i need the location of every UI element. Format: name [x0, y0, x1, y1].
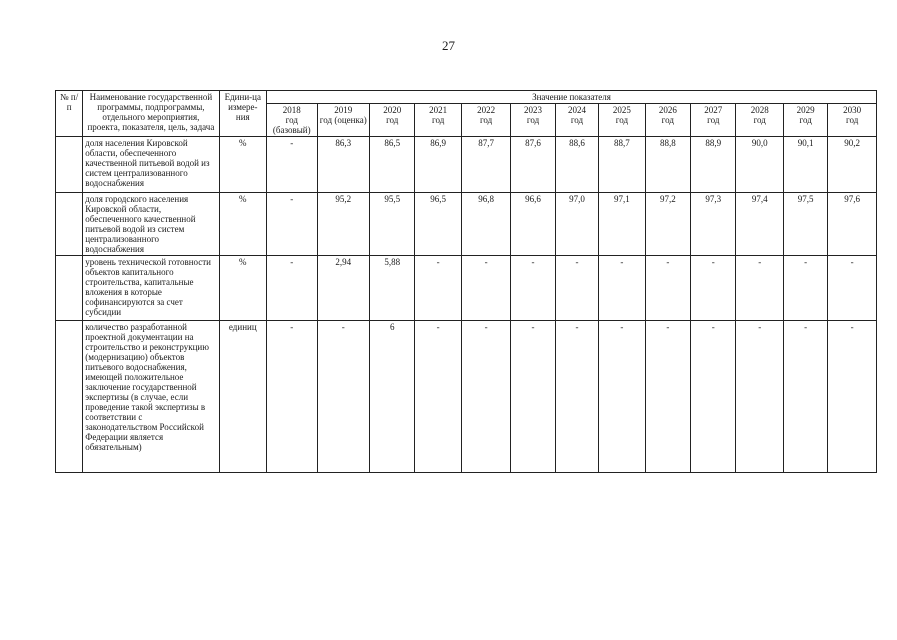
indicator-value-2027: 88,9 — [691, 137, 736, 193]
indicator-value-2025: 97,1 — [599, 193, 645, 256]
indicator-value-2028: - — [736, 321, 783, 473]
indicator-value-2024: - — [555, 321, 598, 473]
year-label: 2018 — [282, 105, 301, 115]
indicator-unit: % — [219, 193, 266, 256]
indicator-value-2020: 86,5 — [370, 137, 415, 193]
year-note: год — [615, 115, 629, 125]
header-year-2022 — [461, 104, 510, 137]
header-year-2024 — [555, 104, 598, 137]
indicator-value-2020: 95,5 — [370, 193, 415, 256]
year-note: год (оценка) — [319, 115, 367, 125]
year-note: год — [753, 115, 766, 125]
indicator-value-2022: - — [461, 256, 510, 321]
header-year-2027 — [691, 104, 736, 137]
indicator-value-2030: 90,2 — [828, 137, 877, 193]
header-row-1 — [56, 91, 877, 104]
year-note: год — [479, 115, 493, 125]
year-note: год — [799, 115, 812, 125]
year-note: год — [846, 115, 859, 125]
indicator-value-2027: - — [691, 321, 736, 473]
year-note: год — [707, 115, 720, 125]
row-number — [56, 137, 83, 193]
table-row — [56, 193, 877, 256]
header-year-2019 — [317, 104, 370, 137]
header-year-2028 — [736, 104, 783, 137]
table-row — [56, 256, 877, 321]
indicator-value-2026: 97,2 — [645, 193, 690, 256]
indicator-value-2022: - — [461, 321, 510, 473]
year-label: 2022 — [477, 105, 496, 115]
indicator-value-2018: - — [267, 193, 317, 256]
row-number — [56, 193, 83, 256]
indicator-value-2025: - — [599, 256, 645, 321]
indicator-value-2029: 90,1 — [783, 137, 827, 193]
indicator-value-2019: - — [317, 321, 370, 473]
year-label: 2020 — [383, 105, 402, 115]
indicator-value-2023: 96,6 — [511, 193, 555, 256]
year-label: 2029 — [796, 105, 815, 115]
year-label: 2025 — [612, 105, 631, 115]
header-values: Значение показателя — [267, 91, 877, 104]
header-name: Наименование государственной программы, подпрограммы, отдельного мероприятия, проекта, показателя, цель, задача — [83, 91, 219, 137]
indicator-value-2018: - — [267, 137, 317, 193]
indicator-name: количество разработанной проектной документации на строительство и реконструкцию (модернизацию) объектов питьевого водоснабжения, имеющей положительное заключение государственной экспертизы (в случае, если проведение такой экспертизы в соответствии с законодательством Российской Федерации является обязательным) — [83, 321, 219, 473]
indicator-value-2018: - — [267, 256, 317, 321]
table-body — [56, 137, 877, 473]
header-year-2026 — [645, 104, 690, 137]
indicator-value-2029: - — [783, 321, 827, 473]
indicator-value-2026: - — [645, 256, 690, 321]
indicator-unit: % — [219, 137, 266, 193]
indicator-value-2029: 97,5 — [783, 193, 827, 256]
table-row — [56, 137, 877, 193]
header-year-2023 — [511, 104, 555, 137]
year-note: год — [386, 115, 399, 125]
header-year-2029 — [783, 104, 827, 137]
indicator-value-2024: 88,6 — [555, 137, 598, 193]
header-year-2025 — [599, 104, 645, 137]
year-label: 2026 — [658, 105, 677, 115]
indicator-name: доля городского населения Кировской области, обеспеченного качественной питьевой водой из систем централизованного водоснабжения — [83, 193, 219, 256]
row-number — [56, 321, 83, 473]
indicator-value-2021: 96,5 — [415, 193, 461, 256]
indicator-value-2030: - — [828, 321, 877, 473]
year-label: 2027 — [704, 105, 723, 115]
indicator-value-2021: 86,9 — [415, 137, 461, 193]
indicator-value-2027: 97,3 — [691, 193, 736, 256]
indicator-value-2023: - — [511, 256, 555, 321]
year-note: год — [570, 115, 584, 125]
indicator-value-2019: 86,3 — [317, 137, 370, 193]
table-row — [56, 321, 877, 473]
header-year-2018 — [267, 104, 317, 137]
year-label: 2024 — [567, 105, 586, 115]
header-year-2030 — [828, 104, 877, 137]
indicator-value-2023: 87,6 — [511, 137, 555, 193]
indicator-value-2024: - — [555, 256, 598, 321]
year-label: 2023 — [524, 105, 543, 115]
indicator-name: уровень технической готовности объектов капитального строительства, капитальные вложения в которые софинансируются за счет субсидии — [83, 256, 219, 321]
indicator-value-2028: 90,0 — [736, 137, 783, 193]
page-number: 27 — [442, 38, 455, 53]
year-note: год — [526, 115, 540, 125]
indicator-value-2026: - — [645, 321, 690, 473]
year-label: 2021 — [429, 105, 448, 115]
year-note: год — [661, 115, 674, 125]
indicator-value-2026: 88,8 — [645, 137, 690, 193]
indicator-value-2018: - — [267, 321, 317, 473]
indicator-value-2028: - — [736, 256, 783, 321]
header-num: № п/п — [56, 91, 83, 137]
indicator-value-2020: 6 — [370, 321, 415, 473]
indicator-value-2022: 96,8 — [461, 193, 510, 256]
indicator-value-2020: 5,88 — [370, 256, 415, 321]
header-unit: Едини-ца измере-ния — [219, 91, 266, 137]
indicator-value-2022: 87,7 — [461, 137, 510, 193]
indicator-value-2030: 97,6 — [828, 193, 877, 256]
indicator-value-2024: 97,0 — [555, 193, 598, 256]
indicator-value-2027: - — [691, 256, 736, 321]
indicator-unit: единиц — [219, 321, 266, 473]
year-label: 2028 — [750, 105, 769, 115]
year-note: год (базовый) — [272, 115, 311, 135]
indicator-name: доля населения Кировской области, обеспеченного качественной питьевой водой из систем централизованного водоснабжения — [83, 137, 219, 193]
indicator-value-2019: 2,94 — [317, 256, 370, 321]
indicators-table — [55, 90, 877, 473]
indicator-value-2023: - — [511, 321, 555, 473]
indicator-value-2019: 95,2 — [317, 193, 370, 256]
year-label: 2030 — [843, 105, 862, 115]
indicator-unit: % — [219, 256, 266, 321]
indicator-value-2025: - — [599, 321, 645, 473]
indicator-value-2028: 97,4 — [736, 193, 783, 256]
indicator-value-2029: - — [783, 256, 827, 321]
year-note: год — [432, 115, 445, 125]
indicator-value-2021: - — [415, 256, 461, 321]
indicator-value-2021: - — [415, 321, 461, 473]
header-year-2020 — [370, 104, 415, 137]
row-number — [56, 256, 83, 321]
indicator-value-2030: - — [828, 256, 877, 321]
header-year-2021 — [415, 104, 461, 137]
indicator-value-2025: 88,7 — [599, 137, 645, 193]
year-label: 2019 — [334, 105, 353, 115]
